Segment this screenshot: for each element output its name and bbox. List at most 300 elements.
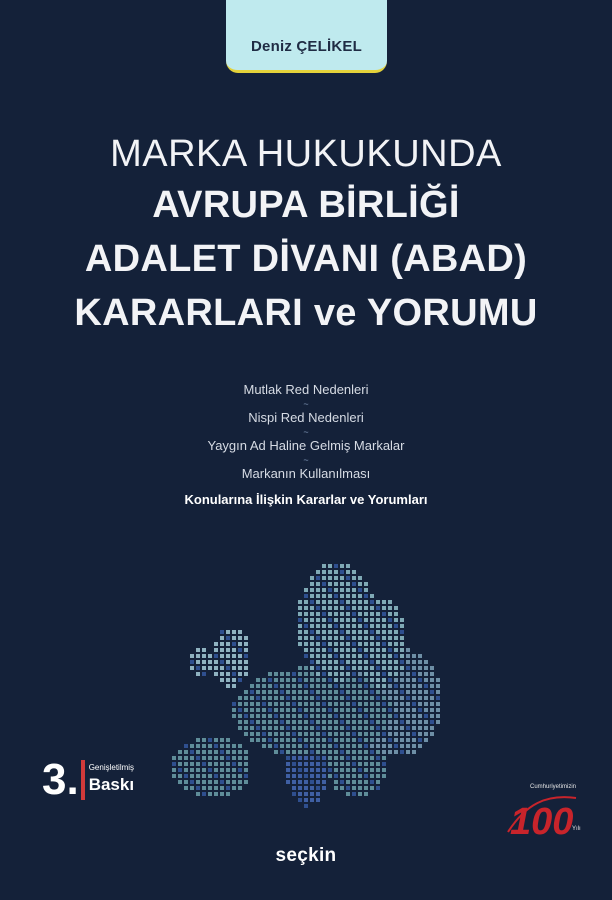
map-dot [340, 702, 344, 706]
map-dot [340, 738, 344, 742]
map-dot [334, 762, 338, 766]
map-dot [250, 738, 254, 742]
map-dot [382, 726, 386, 730]
map-dot [250, 696, 254, 700]
map-dot [370, 672, 374, 676]
map-dot [352, 612, 356, 616]
map-dot [376, 756, 380, 760]
map-dot [352, 738, 356, 742]
map-dot [226, 774, 230, 778]
map-dot [364, 780, 368, 784]
map-dot [322, 612, 326, 616]
map-dot [322, 636, 326, 640]
map-dot [418, 696, 422, 700]
map-dot [388, 618, 392, 622]
map-dot [304, 762, 308, 766]
map-dot [328, 636, 332, 640]
map-dot [424, 690, 428, 694]
map-dot [388, 714, 392, 718]
map-dot [346, 606, 350, 610]
map-dot [346, 594, 350, 598]
map-dot [394, 660, 398, 664]
map-dot [286, 696, 290, 700]
map-dot [310, 690, 314, 694]
map-dot [352, 786, 356, 790]
map-dot [346, 756, 350, 760]
map-dot [358, 576, 362, 580]
map-dot [358, 660, 362, 664]
map-dot [358, 666, 362, 670]
map-dot [406, 654, 410, 658]
map-dot [382, 708, 386, 712]
map-dot [436, 678, 440, 682]
map-dot [358, 792, 362, 796]
map-dot [388, 630, 392, 634]
map-dot [340, 618, 344, 622]
map-dot [262, 738, 266, 742]
map-dot [352, 660, 356, 664]
map-dot [220, 672, 224, 676]
map-dot [286, 720, 290, 724]
map-dot [364, 648, 368, 652]
map-dot [226, 780, 230, 784]
map-dot [382, 762, 386, 766]
map-dot [256, 678, 260, 682]
map-dot [388, 678, 392, 682]
map-dot [298, 702, 302, 706]
map-dot [334, 732, 338, 736]
map-dot [316, 762, 320, 766]
map-dot [430, 726, 434, 730]
map-dot [292, 750, 296, 754]
map-dot [376, 666, 380, 670]
map-dot [244, 690, 248, 694]
map-dot [286, 768, 290, 772]
centenary-number: 100 [510, 801, 574, 840]
map-dot [226, 756, 230, 760]
map-dot [340, 786, 344, 790]
map-dot [346, 738, 350, 742]
map-dot [322, 684, 326, 688]
map-dot [364, 624, 368, 628]
topics-list [0, 382, 612, 507]
map-dot [322, 732, 326, 736]
map-dot [364, 750, 368, 754]
map-dot [430, 696, 434, 700]
map-dot [358, 696, 362, 700]
map-dot [340, 696, 344, 700]
map-dot [334, 654, 338, 658]
map-dot [214, 666, 218, 670]
map-dot [274, 744, 278, 748]
map-dot [250, 714, 254, 718]
map-dot [418, 714, 422, 718]
map-dot [352, 588, 356, 592]
map-dot [304, 726, 308, 730]
map-dot [238, 780, 242, 784]
map-dot [334, 720, 338, 724]
map-dot [376, 702, 380, 706]
republic-centenary-logo [506, 784, 590, 840]
map-dot [178, 750, 182, 754]
map-dot [388, 690, 392, 694]
map-dot [376, 780, 380, 784]
map-dot [352, 768, 356, 772]
map-dot [346, 726, 350, 730]
map-dot [172, 756, 176, 760]
map-dot [256, 708, 260, 712]
map-dot [262, 732, 266, 736]
map-dot [400, 738, 404, 742]
map-dot [418, 666, 422, 670]
map-dot [364, 744, 368, 748]
map-dot [310, 774, 314, 778]
map-dot [358, 612, 362, 616]
map-dot [268, 738, 272, 742]
map-dot [232, 786, 236, 790]
map-dot [370, 690, 374, 694]
map-dot [286, 678, 290, 682]
map-dot [202, 666, 206, 670]
map-dot [292, 756, 296, 760]
map-dot [340, 690, 344, 694]
map-dot [382, 774, 386, 778]
map-dot [316, 606, 320, 610]
map-dot [310, 702, 314, 706]
map-dot [238, 672, 242, 676]
map-dot [376, 624, 380, 628]
map-dot [304, 744, 308, 748]
map-dot [220, 636, 224, 640]
map-dot [196, 744, 200, 748]
map-dot [322, 618, 326, 622]
map-dot [304, 792, 308, 796]
map-dot [226, 648, 230, 652]
map-dot [250, 702, 254, 706]
map-dot [334, 774, 338, 778]
map-dot [238, 744, 242, 748]
map-dot [178, 756, 182, 760]
map-dot [172, 774, 176, 778]
map-dot [196, 768, 200, 772]
map-dot [412, 738, 416, 742]
map-dot [364, 678, 368, 682]
map-dot [208, 786, 212, 790]
map-dot [208, 738, 212, 742]
map-dot [394, 672, 398, 676]
map-dot [304, 804, 308, 808]
map-dot [382, 738, 386, 742]
map-dot [358, 726, 362, 730]
map-dot [334, 708, 338, 712]
map-dot [322, 576, 326, 580]
map-dot [304, 666, 308, 670]
map-dot [238, 756, 242, 760]
map-dot [256, 732, 260, 736]
map-dot [214, 744, 218, 748]
map-dot [286, 702, 290, 706]
map-dot [370, 738, 374, 742]
map-dot [364, 684, 368, 688]
map-dot [418, 660, 422, 664]
map-dot [346, 780, 350, 784]
map-dot [286, 738, 290, 742]
map-dot [250, 684, 254, 688]
map-dot [430, 672, 434, 676]
map-dot [352, 744, 356, 748]
map-dot [394, 690, 398, 694]
map-dot [328, 666, 332, 670]
map-dot [244, 774, 248, 778]
map-dot [178, 762, 182, 766]
map-dot [316, 792, 320, 796]
map-dot [388, 654, 392, 658]
map-dot [316, 780, 320, 784]
map-dot [220, 666, 224, 670]
map-dot [346, 750, 350, 754]
map-dot [322, 600, 326, 604]
map-dot [322, 648, 326, 652]
map-dot [310, 756, 314, 760]
map-dot [436, 696, 440, 700]
map-dot [310, 750, 314, 754]
map-dot [286, 762, 290, 766]
map-dot [376, 672, 380, 676]
map-dot [418, 672, 422, 676]
map-dot [370, 708, 374, 712]
map-dot [340, 606, 344, 610]
map-dot [208, 660, 212, 664]
map-dot [394, 726, 398, 730]
map-dot [280, 714, 284, 718]
map-dot [406, 720, 410, 724]
map-dot [184, 756, 188, 760]
map-dot [352, 684, 356, 688]
map-dot [340, 732, 344, 736]
map-dot [364, 702, 368, 706]
map-dot [370, 774, 374, 778]
title-line-3: ADALET DİVANI (ABAD) [84, 238, 528, 280]
map-dot [220, 738, 224, 742]
map-dot [328, 654, 332, 658]
map-dot [214, 780, 218, 784]
map-dot [316, 642, 320, 646]
map-dot [340, 600, 344, 604]
map-dot [364, 594, 368, 598]
map-dot [364, 708, 368, 712]
map-dot [238, 726, 242, 730]
map-dot [238, 636, 242, 640]
map-dot [190, 786, 194, 790]
map-dot [412, 732, 416, 736]
map-dot [244, 702, 248, 706]
map-dot [292, 678, 296, 682]
map-dot [298, 696, 302, 700]
map-dot [328, 708, 332, 712]
map-dot [316, 714, 320, 718]
map-dot [322, 672, 326, 676]
map-dot [238, 702, 242, 706]
map-dot [334, 786, 338, 790]
map-dot [196, 738, 200, 742]
map-dot [352, 636, 356, 640]
map-dot [274, 732, 278, 736]
map-dot [364, 756, 368, 760]
map-dot [304, 618, 308, 622]
map-dot [334, 780, 338, 784]
map-dot [346, 720, 350, 724]
map-dot [388, 606, 392, 610]
map-dot [274, 696, 278, 700]
map-dot [316, 654, 320, 658]
map-dot [430, 720, 434, 724]
map-dot [358, 684, 362, 688]
map-dot [346, 690, 350, 694]
map-dot [400, 618, 404, 622]
map-dot [352, 690, 356, 694]
map-dot [214, 642, 218, 646]
map-dot [382, 684, 386, 688]
centenary-bottom-text: Yılı [572, 826, 581, 832]
map-dot [352, 606, 356, 610]
map-dot [280, 726, 284, 730]
map-dot [298, 690, 302, 694]
map-dot [328, 588, 332, 592]
topic-item-4: Markanın Kullanılması [241, 466, 371, 481]
map-dot [214, 792, 218, 796]
map-dot [316, 660, 320, 664]
map-dot [316, 624, 320, 628]
map-dot [334, 564, 338, 568]
map-dot [202, 768, 206, 772]
map-dot [238, 720, 242, 724]
map-dot [370, 648, 374, 652]
map-dot [310, 582, 314, 586]
map-dot [298, 756, 302, 760]
map-dot [406, 648, 410, 652]
map-dot [208, 762, 212, 766]
map-dot [424, 708, 428, 712]
map-dot [292, 744, 296, 748]
map-dot [244, 726, 248, 730]
map-dot [316, 720, 320, 724]
map-dot [214, 648, 218, 652]
map-dot [370, 594, 374, 598]
title-line-2: AVRUPA BİRLİĞİ [152, 184, 460, 226]
map-dot [334, 618, 338, 622]
map-dot [352, 654, 356, 658]
map-dot [394, 666, 398, 670]
map-dot [256, 696, 260, 700]
map-dot [382, 732, 386, 736]
map-dot [322, 714, 326, 718]
map-dot [340, 768, 344, 772]
map-dot [334, 588, 338, 592]
map-dot [376, 768, 380, 772]
map-dot [394, 708, 398, 712]
map-dot [292, 732, 296, 736]
map-dot [268, 678, 272, 682]
map-dot [322, 630, 326, 634]
map-dot [352, 630, 356, 634]
map-dot [304, 672, 308, 676]
map-dot [382, 666, 386, 670]
map-dot [334, 744, 338, 748]
map-dot [208, 654, 212, 658]
map-dot [436, 684, 440, 688]
map-dot [376, 708, 380, 712]
map-dot [280, 672, 284, 676]
map-dot [406, 678, 410, 682]
map-dot [292, 720, 296, 724]
map-dot [238, 666, 242, 670]
map-dot [328, 582, 332, 586]
map-dot [328, 720, 332, 724]
map-dot [310, 744, 314, 748]
map-dot [226, 636, 230, 640]
map-dot [298, 600, 302, 604]
map-dot [262, 702, 266, 706]
map-dot [280, 744, 284, 748]
map-dot [190, 756, 194, 760]
map-dot [172, 762, 176, 766]
map-dot [322, 582, 326, 586]
map-dot [238, 642, 242, 646]
map-dot [340, 774, 344, 778]
map-dot [226, 660, 230, 664]
map-dot [340, 588, 344, 592]
map-dot [232, 630, 236, 634]
map-dot [298, 624, 302, 628]
map-dot [322, 666, 326, 670]
map-dot [244, 654, 248, 658]
map-dot [400, 630, 404, 634]
map-dot [364, 696, 368, 700]
map-dot [220, 648, 224, 652]
topic-item-2: Nispi Red Nedenleri [248, 410, 364, 425]
map-dot [184, 750, 188, 754]
map-dot [316, 630, 320, 634]
map-dot [364, 666, 368, 670]
map-dot [310, 612, 314, 616]
map-dot [310, 708, 314, 712]
map-dot [370, 702, 374, 706]
map-dot [184, 768, 188, 772]
map-dot [232, 642, 236, 646]
map-dot [370, 780, 374, 784]
map-dot [382, 750, 386, 754]
map-dot [406, 702, 410, 706]
map-dot [340, 666, 344, 670]
map-dot [232, 666, 236, 670]
map-dot [322, 720, 326, 724]
map-dot [412, 744, 416, 748]
map-dot [364, 726, 368, 730]
map-dot [298, 684, 302, 688]
map-dot [412, 672, 416, 676]
map-dot [364, 612, 368, 616]
map-dot [346, 576, 350, 580]
map-dot [196, 786, 200, 790]
map-dot [418, 684, 422, 688]
map-dot [394, 654, 398, 658]
map-dot [226, 750, 230, 754]
map-dot [226, 672, 230, 676]
map-dot [220, 792, 224, 796]
map-dot [232, 768, 236, 772]
map-dot [346, 636, 350, 640]
map-dot [334, 726, 338, 730]
